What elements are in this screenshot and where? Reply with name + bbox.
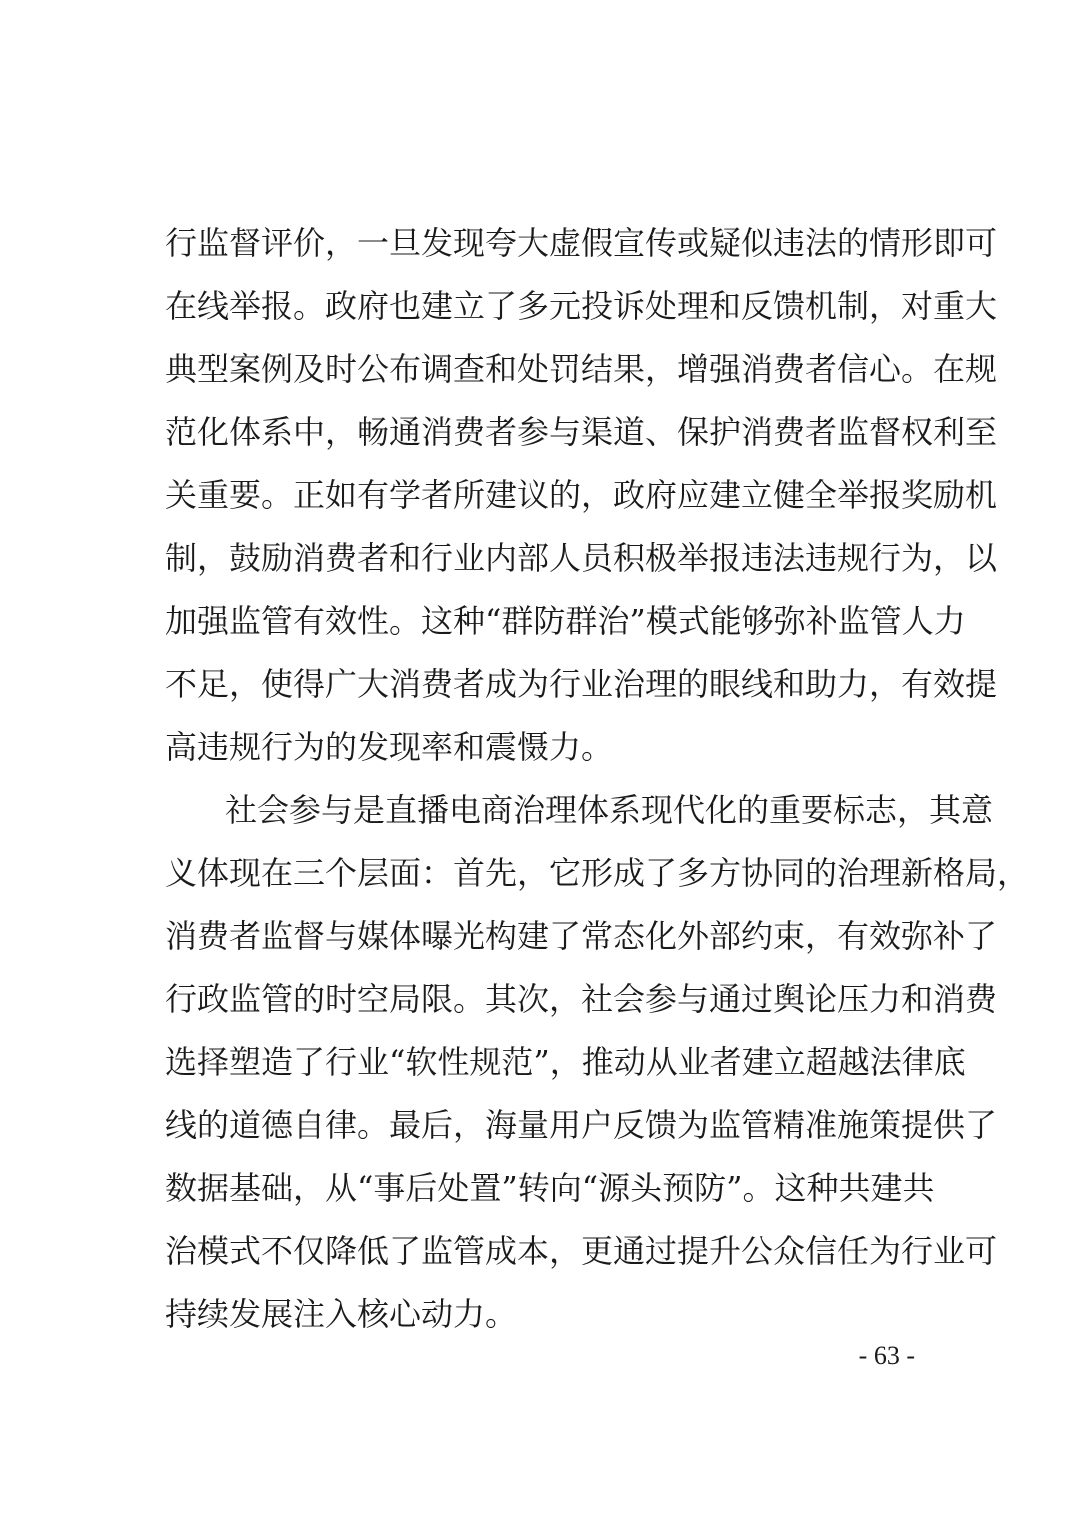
text-line: 线的道德自律。最后，海量用户反馈为监管精准施策提供了: [165, 1106, 998, 1144]
page-number: - 63 -: [858, 1341, 915, 1370]
text-line: 义体现在三个层面：首先，它形成了多方协同的治理新格局，: [165, 854, 1030, 892]
text-line: 数据基础，从“事后处置”转向“源头预防”。这种共建共: [165, 1169, 935, 1207]
paragraph-2: [165, 779, 1030, 1346]
text-line: 制，鼓励消费者和行业内部人员积极举报违法违规行为，以: [165, 539, 998, 577]
text-line: 典型案例及时公布调查和处罚结果，增强消费者信心。在规: [165, 350, 998, 388]
text-line: 持续发展注入核心动力。: [165, 1295, 518, 1333]
paragraph-1: [165, 212, 998, 779]
text-line: 高违规行为的发现率和震慑力。: [165, 728, 614, 766]
text-line: 选择塑造了行业“软性规范”，推动从业者建立超越法律底: [165, 1043, 966, 1081]
text-line: 关重要。正如有学者所建议的，政府应建立健全举报奖励机: [165, 476, 998, 514]
text-line: 行监督评价，一旦发现夸大虚假宣传或疑似违法的情形即可: [165, 224, 998, 262]
text-line: 行政监管的时空局限。其次，社会参与通过舆论压力和消费: [165, 980, 998, 1018]
text-line: 消费者监督与媒体曝光构建了常态化外部约束，有效弥补了: [165, 917, 998, 955]
text-line: 不足，使得广大消费者成为行业治理的眼线和助力，有效提: [165, 665, 998, 703]
text-line: 社会参与是直播电商治理体系现代化的重要标志，其意: [225, 791, 994, 829]
text-line: 范化体系中，畅通消费者参与渠道、保护消费者监督权利至: [165, 413, 998, 451]
text-line: 加强监管有效性。这种“群防群治”模式能够弥补监管人力: [165, 602, 966, 640]
text-line: 在线举报。政府也建立了多元投诉处理和反馈机制，对重大: [165, 287, 998, 325]
text-line: 治模式不仅降低了监管成本，更通过提升公众信任为行业可: [165, 1232, 998, 1270]
body-text: [165, 212, 1030, 1346]
